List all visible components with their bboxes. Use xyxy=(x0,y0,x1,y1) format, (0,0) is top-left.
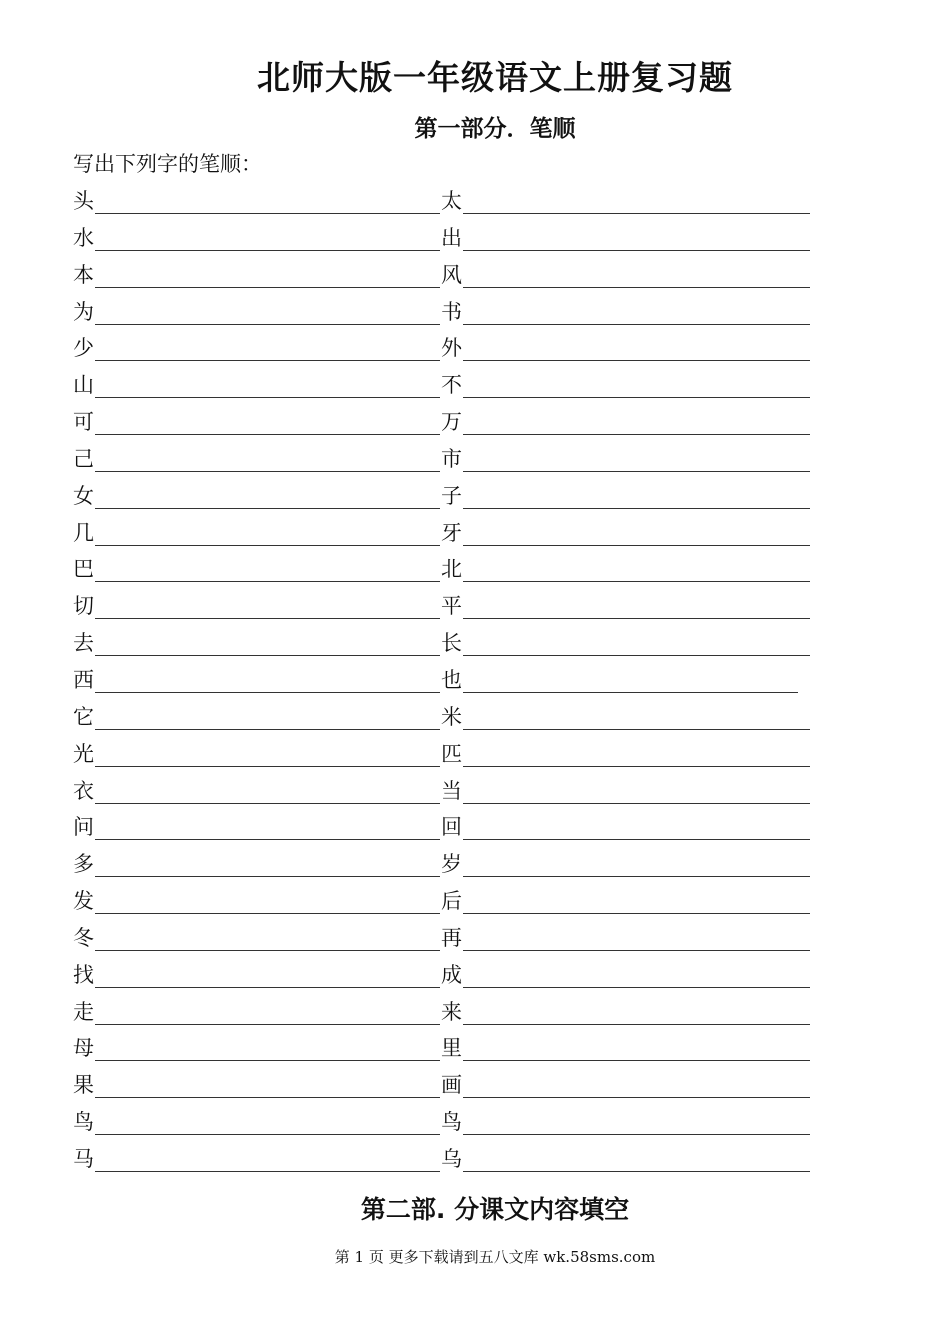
answer-blank-line[interactable] xyxy=(463,445,810,472)
worksheet-row xyxy=(73,221,813,258)
character-label: 成 xyxy=(441,962,462,987)
character-label: 几 xyxy=(73,520,94,545)
character-cell-right xyxy=(441,774,810,804)
answer-blank-line[interactable] xyxy=(95,187,440,214)
character-cell-right xyxy=(441,921,810,951)
answer-blank-line[interactable] xyxy=(95,334,440,361)
worksheet-row xyxy=(73,552,813,589)
character-label: 再 xyxy=(441,925,462,950)
worksheet-row xyxy=(73,700,813,737)
answer-blank-line[interactable] xyxy=(95,371,440,398)
character-cell-left xyxy=(73,958,440,988)
stroke-order-grid xyxy=(73,184,813,1179)
character-cell-left xyxy=(73,368,440,398)
section2-heading: 第二部. 分课文内容填空 xyxy=(360,1195,630,1224)
character-cell-right xyxy=(441,589,810,619)
character-label: 西 xyxy=(73,667,94,692)
answer-blank-line[interactable] xyxy=(95,1071,440,1098)
character-cell-left xyxy=(73,995,440,1025)
answer-blank-line[interactable] xyxy=(463,1071,810,1098)
section1-instruction: 写出下列字的笔顺： xyxy=(73,152,262,176)
character-cell-left xyxy=(73,810,440,840)
character-label: 冬 xyxy=(73,925,94,950)
worksheet-row xyxy=(73,442,813,479)
character-cell-left xyxy=(73,516,440,546)
character-label: 米 xyxy=(441,704,462,729)
character-label: 也 xyxy=(441,667,462,692)
worksheet-row xyxy=(73,810,813,847)
answer-blank-line[interactable] xyxy=(95,924,440,951)
character-label: 为 xyxy=(73,299,94,324)
character-cell-right xyxy=(441,331,810,361)
character-cell-left xyxy=(73,1105,440,1135)
answer-blank-line[interactable] xyxy=(95,703,440,730)
character-label: 乌 xyxy=(441,1146,462,1171)
worksheet-row xyxy=(73,774,813,811)
character-label: 水 xyxy=(73,225,94,250)
character-cell-left xyxy=(73,442,440,472)
answer-blank-line[interactable] xyxy=(463,887,810,914)
worksheet-row xyxy=(73,884,813,921)
character-label: 鸟 xyxy=(73,1110,94,1135)
character-cell-right xyxy=(441,626,810,656)
worksheet-row xyxy=(73,921,813,958)
character-cell-left xyxy=(73,884,440,914)
worksheet-row xyxy=(73,1105,813,1142)
worksheet-row xyxy=(73,958,813,995)
character-cell-right xyxy=(441,995,810,1025)
answer-blank-line[interactable] xyxy=(95,740,440,767)
answer-blank-line[interactable] xyxy=(95,224,440,251)
character-label: 山 xyxy=(73,373,94,398)
answer-blank-line[interactable] xyxy=(463,261,810,288)
character-label: 走 xyxy=(73,999,94,1024)
character-label: 女 xyxy=(73,483,94,508)
character-label: 回 xyxy=(441,815,462,840)
answer-blank-line[interactable] xyxy=(95,813,440,840)
section1-heading: 第一部分．笔顺 xyxy=(414,116,576,142)
character-label: 当 xyxy=(441,778,462,803)
character-label: 画 xyxy=(441,1073,462,1098)
character-cell-right xyxy=(441,368,810,398)
worksheet-row xyxy=(73,626,813,663)
answer-blank-line[interactable] xyxy=(95,666,440,693)
character-cell-left xyxy=(73,737,440,767)
character-label: 北 xyxy=(441,557,462,582)
answer-blank-line[interactable] xyxy=(95,555,440,582)
answer-blank-line[interactable] xyxy=(463,334,810,361)
answer-blank-line[interactable] xyxy=(463,703,810,730)
character-label: 长 xyxy=(441,631,462,656)
character-label: 市 xyxy=(441,446,462,471)
character-label: 不 xyxy=(441,373,462,398)
answer-blank-line[interactable] xyxy=(463,298,810,325)
worksheet-row xyxy=(73,516,813,553)
character-label: 己 xyxy=(73,446,94,471)
answer-blank-line[interactable] xyxy=(95,1145,440,1172)
answer-blank-line[interactable] xyxy=(463,187,810,214)
character-cell-right xyxy=(441,737,810,767)
worksheet-row xyxy=(73,1068,813,1105)
answer-blank-line[interactable] xyxy=(463,371,810,398)
answer-blank-line[interactable] xyxy=(463,555,810,582)
character-label: 衣 xyxy=(73,778,94,803)
character-cell-left xyxy=(73,295,440,325)
answer-blank-line[interactable] xyxy=(463,592,810,619)
character-label: 多 xyxy=(73,852,94,877)
character-cell-right xyxy=(441,479,810,509)
answer-blank-line[interactable] xyxy=(463,813,810,840)
answer-blank-line[interactable] xyxy=(95,592,440,619)
answer-blank-line[interactable] xyxy=(95,1034,440,1061)
character-label: 里 xyxy=(441,1036,462,1061)
answer-blank-line[interactable] xyxy=(95,408,440,435)
character-cell-left xyxy=(73,552,440,582)
character-cell-left xyxy=(73,1068,440,1098)
answer-blank-line[interactable] xyxy=(95,998,440,1025)
character-cell-left xyxy=(73,1142,440,1172)
answer-blank-line[interactable] xyxy=(95,519,440,546)
worksheet-row xyxy=(73,589,813,626)
character-label: 发 xyxy=(73,889,94,914)
answer-blank-line[interactable] xyxy=(463,924,810,951)
character-label: 平 xyxy=(441,594,462,619)
answer-blank-line[interactable] xyxy=(463,961,810,988)
answer-blank-line[interactable] xyxy=(95,961,440,988)
character-label: 果 xyxy=(73,1073,94,1098)
character-label: 找 xyxy=(73,962,94,987)
worksheet-row xyxy=(73,995,813,1032)
character-cell-left xyxy=(73,1031,440,1061)
character-label: 马 xyxy=(73,1146,94,1171)
character-label: 本 xyxy=(73,262,94,287)
character-label: 后 xyxy=(441,889,462,914)
character-cell-right xyxy=(441,663,810,693)
answer-blank-line[interactable] xyxy=(463,777,810,804)
character-cell-right xyxy=(441,958,810,988)
character-label: 出 xyxy=(441,225,462,250)
character-label: 匹 xyxy=(441,741,462,766)
page-footer: 第 1 页 更多下载请到五八文库 wk.58sms.com xyxy=(334,1248,656,1266)
character-cell-right xyxy=(441,405,810,435)
answer-blank-line[interactable] xyxy=(463,1108,810,1135)
character-label: 鸟 xyxy=(441,1110,462,1135)
character-label: 风 xyxy=(441,262,462,287)
answer-blank-line[interactable] xyxy=(95,261,440,288)
worksheet-row xyxy=(73,1031,813,1068)
answer-blank-line[interactable] xyxy=(95,777,440,804)
character-label: 去 xyxy=(73,631,94,656)
worksheet-row xyxy=(73,663,813,700)
answer-blank-line[interactable] xyxy=(95,629,440,656)
character-cell-right xyxy=(441,1142,810,1172)
character-cell-right xyxy=(441,1105,810,1135)
character-cell-left xyxy=(73,626,440,656)
worksheet-row xyxy=(73,405,813,442)
character-cell-right xyxy=(441,442,810,472)
character-cell-right xyxy=(441,700,810,730)
character-label: 牙 xyxy=(441,520,462,545)
character-label: 巴 xyxy=(73,557,94,582)
character-label: 光 xyxy=(73,741,94,766)
worksheet-row xyxy=(73,847,813,884)
character-label: 岁 xyxy=(441,852,462,877)
character-cell-right xyxy=(441,295,810,325)
character-cell-left xyxy=(73,405,440,435)
character-cell-right xyxy=(441,1031,810,1061)
character-label: 母 xyxy=(73,1036,94,1061)
character-cell-right xyxy=(441,184,810,214)
answer-blank-line[interactable] xyxy=(463,850,810,877)
character-cell-left xyxy=(73,479,440,509)
answer-blank-line[interactable] xyxy=(95,445,440,472)
answer-blank-line[interactable] xyxy=(463,666,798,693)
character-cell-left xyxy=(73,774,440,804)
character-cell-left xyxy=(73,258,440,288)
answer-blank-line[interactable] xyxy=(95,850,440,877)
worksheet-row xyxy=(73,184,813,221)
worksheet-row xyxy=(73,295,813,332)
character-cell-right xyxy=(441,847,810,877)
worksheet-row xyxy=(73,479,813,516)
worksheet-row xyxy=(73,1142,813,1179)
answer-blank-line[interactable] xyxy=(463,1034,810,1061)
answer-blank-line[interactable] xyxy=(463,1145,810,1172)
character-label: 切 xyxy=(73,594,94,619)
answer-blank-line[interactable] xyxy=(463,519,810,546)
character-label: 少 xyxy=(73,336,94,361)
answer-blank-line[interactable] xyxy=(95,1108,440,1135)
character-cell-left xyxy=(73,221,440,251)
character-cell-left xyxy=(73,663,440,693)
character-label: 它 xyxy=(73,704,94,729)
answer-blank-line[interactable] xyxy=(95,298,440,325)
character-label: 外 xyxy=(441,336,462,361)
character-cell-left xyxy=(73,921,440,951)
character-label: 头 xyxy=(73,189,94,213)
answer-blank-line[interactable] xyxy=(463,740,810,767)
character-cell-right xyxy=(441,552,810,582)
character-cell-left xyxy=(73,184,440,214)
worksheet-row xyxy=(73,368,813,405)
answer-blank-line[interactable] xyxy=(95,887,440,914)
character-cell-right xyxy=(441,884,810,914)
character-cell-right xyxy=(441,810,810,840)
answer-blank-line[interactable] xyxy=(463,408,810,435)
character-cell-left xyxy=(73,700,440,730)
answer-blank-line[interactable] xyxy=(95,482,440,509)
character-label: 子 xyxy=(441,483,462,508)
character-label: 太 xyxy=(441,189,462,213)
document-title: 北师大版一年级语文上册复习题 xyxy=(257,58,733,97)
character-cell-right xyxy=(441,516,810,546)
character-label: 可 xyxy=(73,410,94,435)
character-label: 来 xyxy=(441,999,462,1024)
answer-blank-line[interactable] xyxy=(463,629,810,656)
answer-blank-line[interactable] xyxy=(463,998,810,1025)
character-label: 书 xyxy=(441,299,462,324)
character-cell-right xyxy=(441,258,810,288)
character-cell-left xyxy=(73,331,440,361)
answer-blank-line[interactable] xyxy=(463,482,810,509)
character-label: 万 xyxy=(441,410,462,435)
character-cell-right xyxy=(441,221,810,251)
worksheet-row xyxy=(73,737,813,774)
worksheet-row xyxy=(73,258,813,295)
answer-blank-line[interactable] xyxy=(463,224,810,251)
worksheet-row xyxy=(73,331,813,368)
character-cell-right xyxy=(441,1068,810,1098)
character-cell-left xyxy=(73,589,440,619)
character-cell-left xyxy=(73,847,440,877)
character-label: 问 xyxy=(73,815,94,840)
